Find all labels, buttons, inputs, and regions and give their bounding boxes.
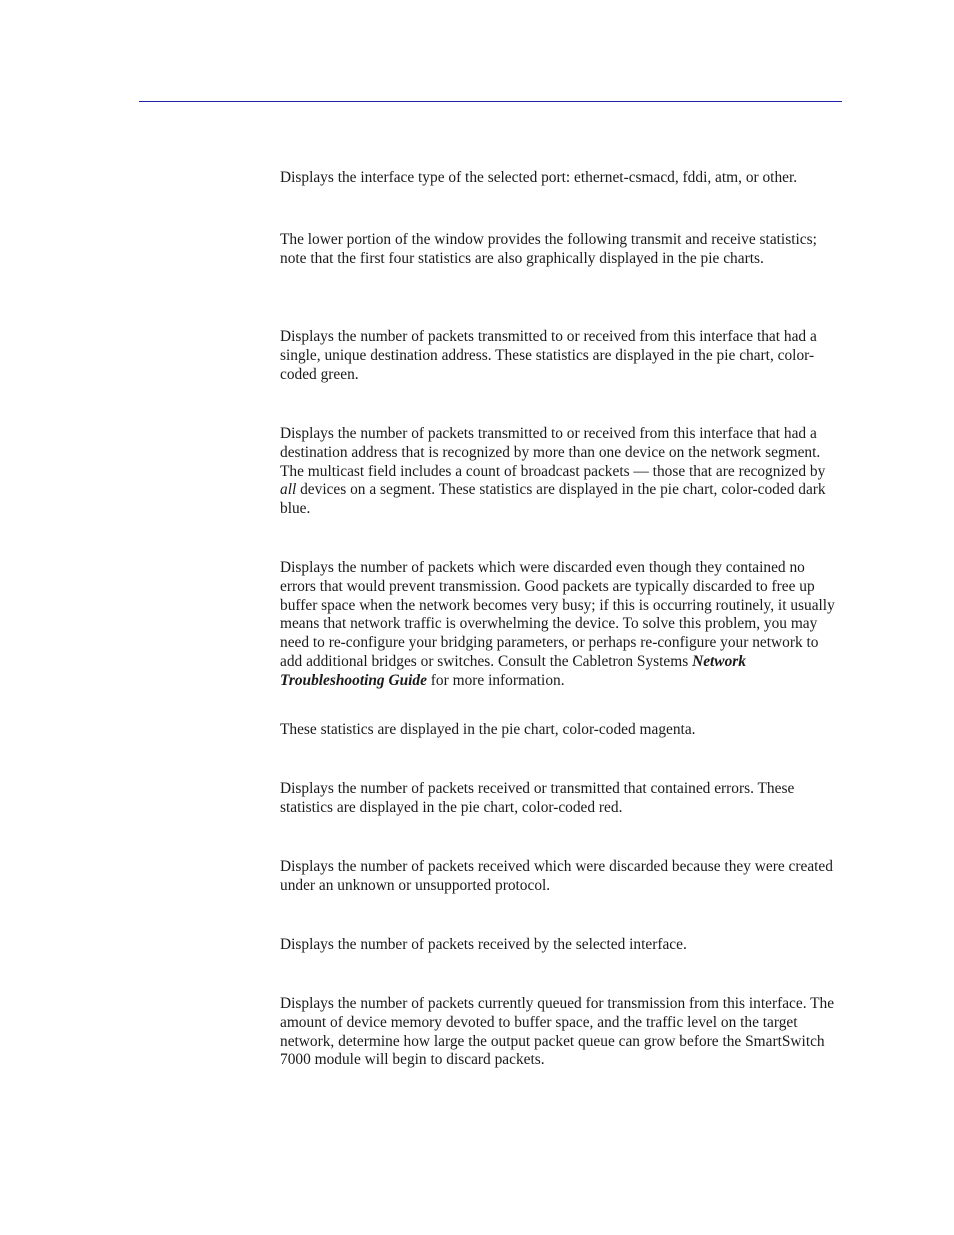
discarded-text-2: for more information. <box>426 671 565 689</box>
received-paragraph: Displays the number of packets received by the selected interface. <box>280 936 687 953</box>
errors-paragraph: Displays the number of packets received or transmitted that contained errors. These statistics are displayed in the pie chart, color-coded red. <box>280 780 795 816</box>
discarded-paragraph <box>280 559 842 691</box>
troubleshooting-guide-title: Network Troubleshooting Guide <box>280 652 746 689</box>
lower-portion-paragraph: The lower portion of the window provides the following transmit and receive statistics; note that the first four statistics are also graphically displayed in the pie charts. <box>280 231 817 267</box>
multicast-text-1: Displays the number of packets transmitted to or received from this interface that had a destination address that is recognized by more than one device on the network segment. The multicast field includes a count of broadcast packets — those that are recognized by <box>280 425 826 480</box>
discarded-color-paragraph: These statistics are displayed in the pie chart, color-coded magenta. <box>280 721 696 738</box>
interface-type-paragraph: Displays the interface type of the selected port: ethernet-csmacd, fddi, atm, or other. <box>280 169 798 186</box>
multicast-emphasis: all <box>280 481 297 499</box>
multicast-text-2: devices on a segment. These statistics are displayed in the pie chart, color-coded dark blue. <box>280 481 826 518</box>
unicast-paragraph: Displays the number of packets transmitted to or received from this interface that had a single, unique destination address. These statistics are displayed in the pie chart, color-coded green. <box>280 328 817 383</box>
unknown-protocol-paragraph: Displays the number of packets received which were discarded because they were created under an unknown or unsupported protocol. <box>280 858 833 894</box>
header-rule <box>139 101 842 102</box>
discarded-text-1: Displays the number of packets which were discarded even though they contained no errors that would prevent transmission. Good packets are typically discarded to free up buffer space when the network becomes very busy; if this is occurring routinely, it usually means that network traffic is overwhelming the device. To solve this problem, you may need to re-configure your bridging parameters, or perhaps re-configure your network to add additional bridges or switches. Consult the Cabletron Systems <box>280 559 835 670</box>
queued-paragraph: Displays the number of packets currently queued for transmission from this interface. The amount of device memory devoted to buffer space, and the traffic level on the target network, determine how large the output packet queue can grow before the SmartSwitch 7000 module will begin to discard packets. <box>280 995 835 1069</box>
multicast-paragraph <box>280 425 842 519</box>
